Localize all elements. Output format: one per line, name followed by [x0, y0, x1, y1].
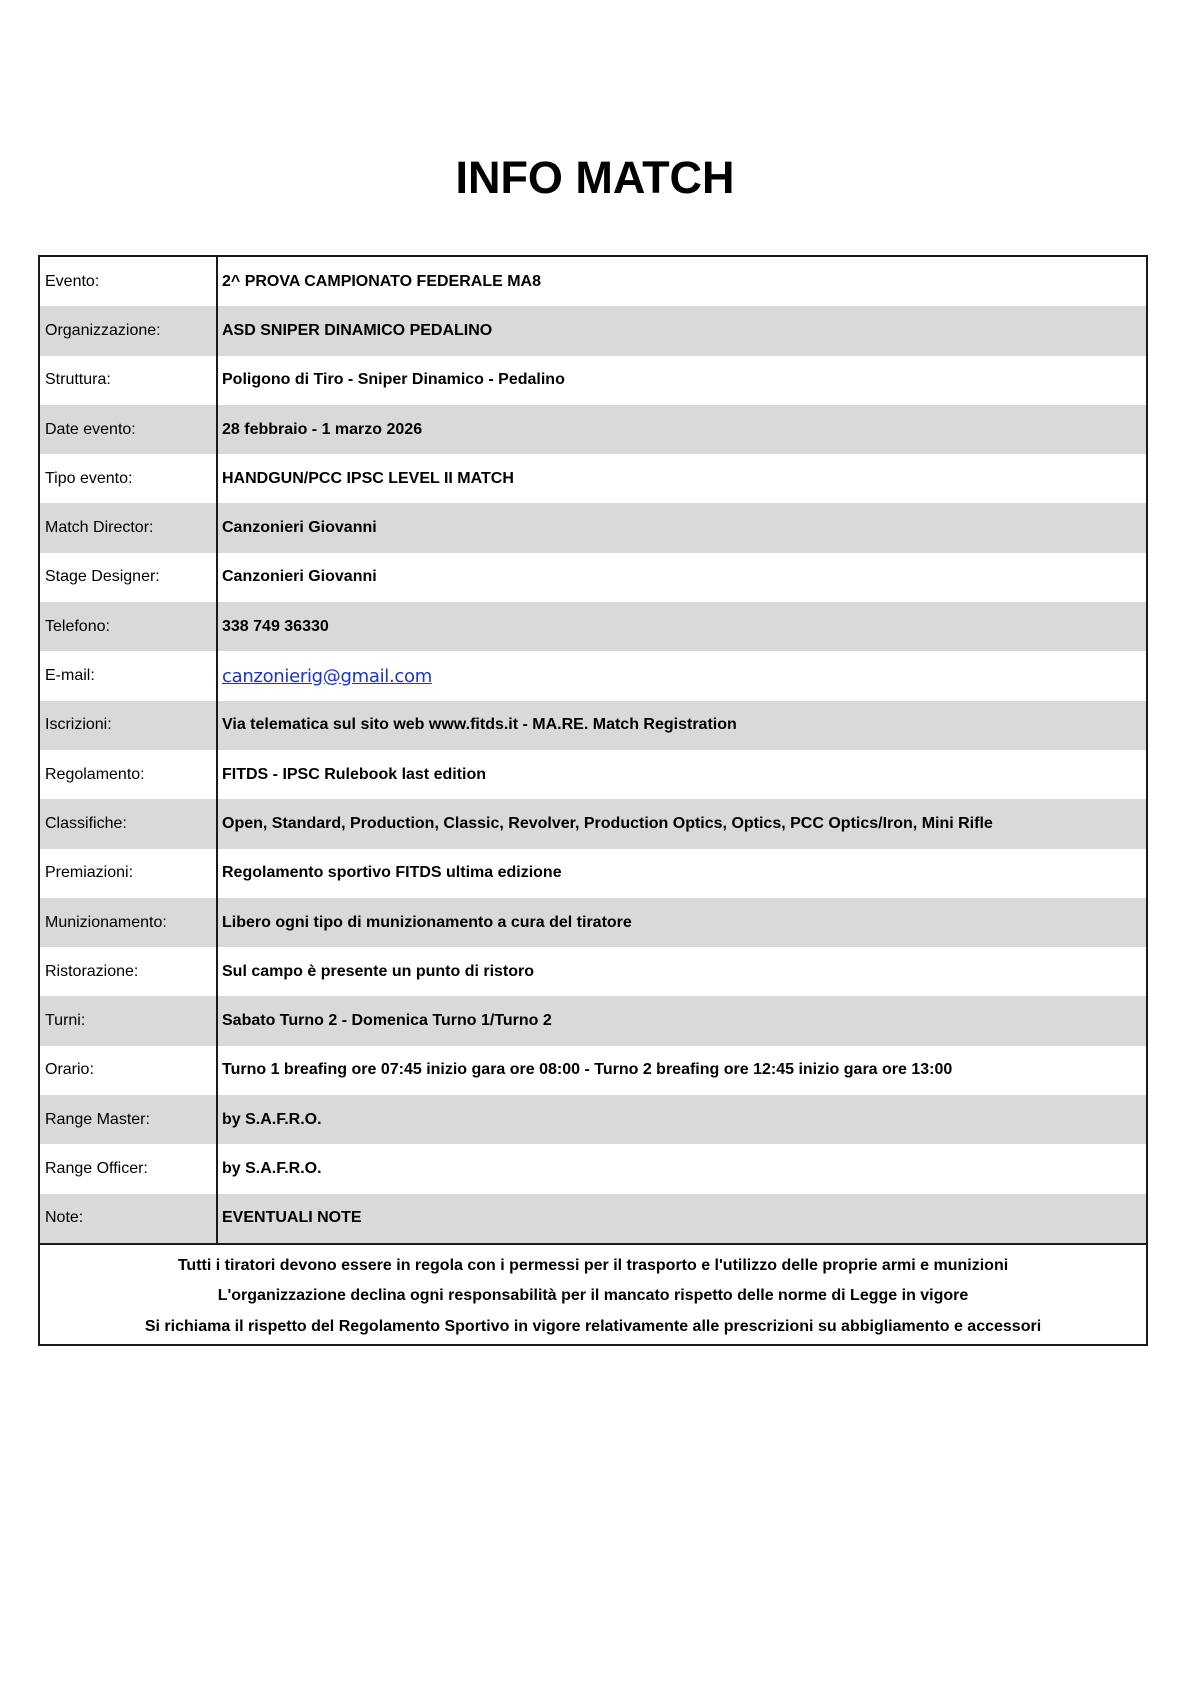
value-evento: 2^ PROVA CAMPIONATO FEDERALE MA8	[222, 272, 541, 290]
row-date-evento	[40, 405, 1146, 454]
row-regolamento	[40, 750, 1146, 799]
value-organizzazione: ASD SNIPER DINAMICO PEDALINO	[222, 321, 493, 339]
row-range-master	[40, 1095, 1146, 1144]
row-organizzazione	[40, 306, 1146, 355]
value-orario: Turno 1 breafing ore 07:45 inizio gara ore 08:00 - Turno 2 breafing ore 12:45 inizio gara ore 13:00	[222, 1061, 953, 1079]
value-email	[218, 651, 1146, 700]
label-email: E-mail:	[40, 651, 218, 700]
label-stage-designer: Stage Designer:	[40, 553, 218, 602]
label-evento: Evento:	[40, 257, 218, 306]
footer-line-permessi: Tutti i tiratori devono essere in regola con i permessi per il trasporto e l'utilizzo delle proprie armi e munizioni	[177, 1256, 1009, 1274]
footer-line-responsabilita: L'organizzazione declina ogni responsabilità per il mancato rispetto delle norme di Legge in vigore	[217, 1287, 969, 1305]
label-regolamento: Regolamento:	[40, 750, 218, 799]
email-link[interactable]: canzonierig@gmail.com	[222, 665, 432, 687]
value-stage-designer: Canzonieri Giovanni	[222, 568, 377, 586]
label-premiazioni: Premiazioni:	[40, 849, 218, 898]
label-iscrizioni: Iscrizioni:	[40, 701, 218, 750]
value-struttura: Poligono di Tiro - Sniper Dinamico - Pedalino	[222, 371, 565, 389]
row-tipo-evento	[40, 454, 1146, 503]
row-orario	[40, 1046, 1146, 1095]
row-telefono	[40, 602, 1146, 651]
value-range-master: by S.A.F.R.O.	[222, 1110, 322, 1128]
label-classifiche: Classifiche:	[40, 799, 218, 848]
label-tipo-evento: Tipo evento:	[40, 454, 218, 503]
row-turni	[40, 996, 1146, 1045]
value-match-director: Canzonieri Giovanni	[222, 519, 377, 537]
row-munizionamento	[40, 898, 1146, 947]
row-classifiche	[40, 799, 1146, 848]
row-match-director	[40, 503, 1146, 552]
row-iscrizioni	[40, 701, 1146, 750]
label-telefono: Telefono:	[40, 602, 218, 651]
row-premiazioni	[40, 849, 1146, 898]
label-note: Note:	[40, 1194, 218, 1243]
label-orario: Orario:	[40, 1046, 218, 1095]
row-email	[40, 651, 1146, 700]
label-match-director: Match Director:	[40, 503, 218, 552]
value-turni: Sabato Turno 2 - Domenica Turno 1/Turno 2	[222, 1012, 552, 1030]
value-tipo-evento: HANDGUN/PCC IPSC LEVEL II MATCH	[222, 469, 514, 487]
value-munizionamento: Libero ogni tipo di munizionamento a cura del tiratore	[222, 913, 632, 931]
label-date-evento: Date evento:	[40, 405, 218, 454]
value-telefono: 338 749 36330	[222, 617, 329, 635]
label-ristorazione: Ristorazione:	[40, 947, 218, 996]
value-classifiche: Open, Standard, Production, Classic, Revolver, Production Optics, Optics, PCC Optics/Iron, Mini Rifle	[222, 814, 993, 832]
label-organizzazione: Organizzazione:	[40, 306, 218, 355]
label-turni: Turni:	[40, 996, 218, 1045]
row-note	[40, 1194, 1146, 1243]
value-note: EVENTUALI NOTE	[222, 1209, 362, 1227]
footer-line-regolamento: Si richiama il rispetto del Regolamento Sportivo in vigore relativamente alle prescrizioni su abbigliamento e accessori	[144, 1317, 1042, 1335]
value-iscrizioni: Via telematica sul sito web www.fitds.it - MA.RE. Match Registration	[222, 716, 737, 734]
label-munizionamento: Munizionamento:	[40, 898, 218, 947]
row-stage-designer	[40, 553, 1146, 602]
value-ristorazione: Sul campo è presente un punto di ristoro	[222, 962, 535, 980]
value-premiazioni: Regolamento sportivo FITDS ultima edizione	[222, 864, 562, 882]
row-evento	[40, 257, 1146, 306]
label-struttura: Struttura:	[40, 356, 218, 405]
value-range-officer: by S.A.F.R.O.	[222, 1159, 322, 1177]
value-regolamento: FITDS - IPSC Rulebook last edition	[222, 765, 487, 783]
row-range-officer	[40, 1144, 1146, 1193]
page-title: INFO MATCH	[455, 152, 735, 203]
footer-notes	[40, 1243, 1146, 1345]
info-table	[38, 255, 1148, 1346]
row-struttura	[40, 356, 1146, 405]
label-range-officer: Range Officer:	[40, 1144, 218, 1193]
label-range-master: Range Master:	[40, 1095, 218, 1144]
value-date-evento: 28 febbraio - 1 marzo 2026	[222, 420, 423, 438]
row-ristorazione	[40, 947, 1146, 996]
